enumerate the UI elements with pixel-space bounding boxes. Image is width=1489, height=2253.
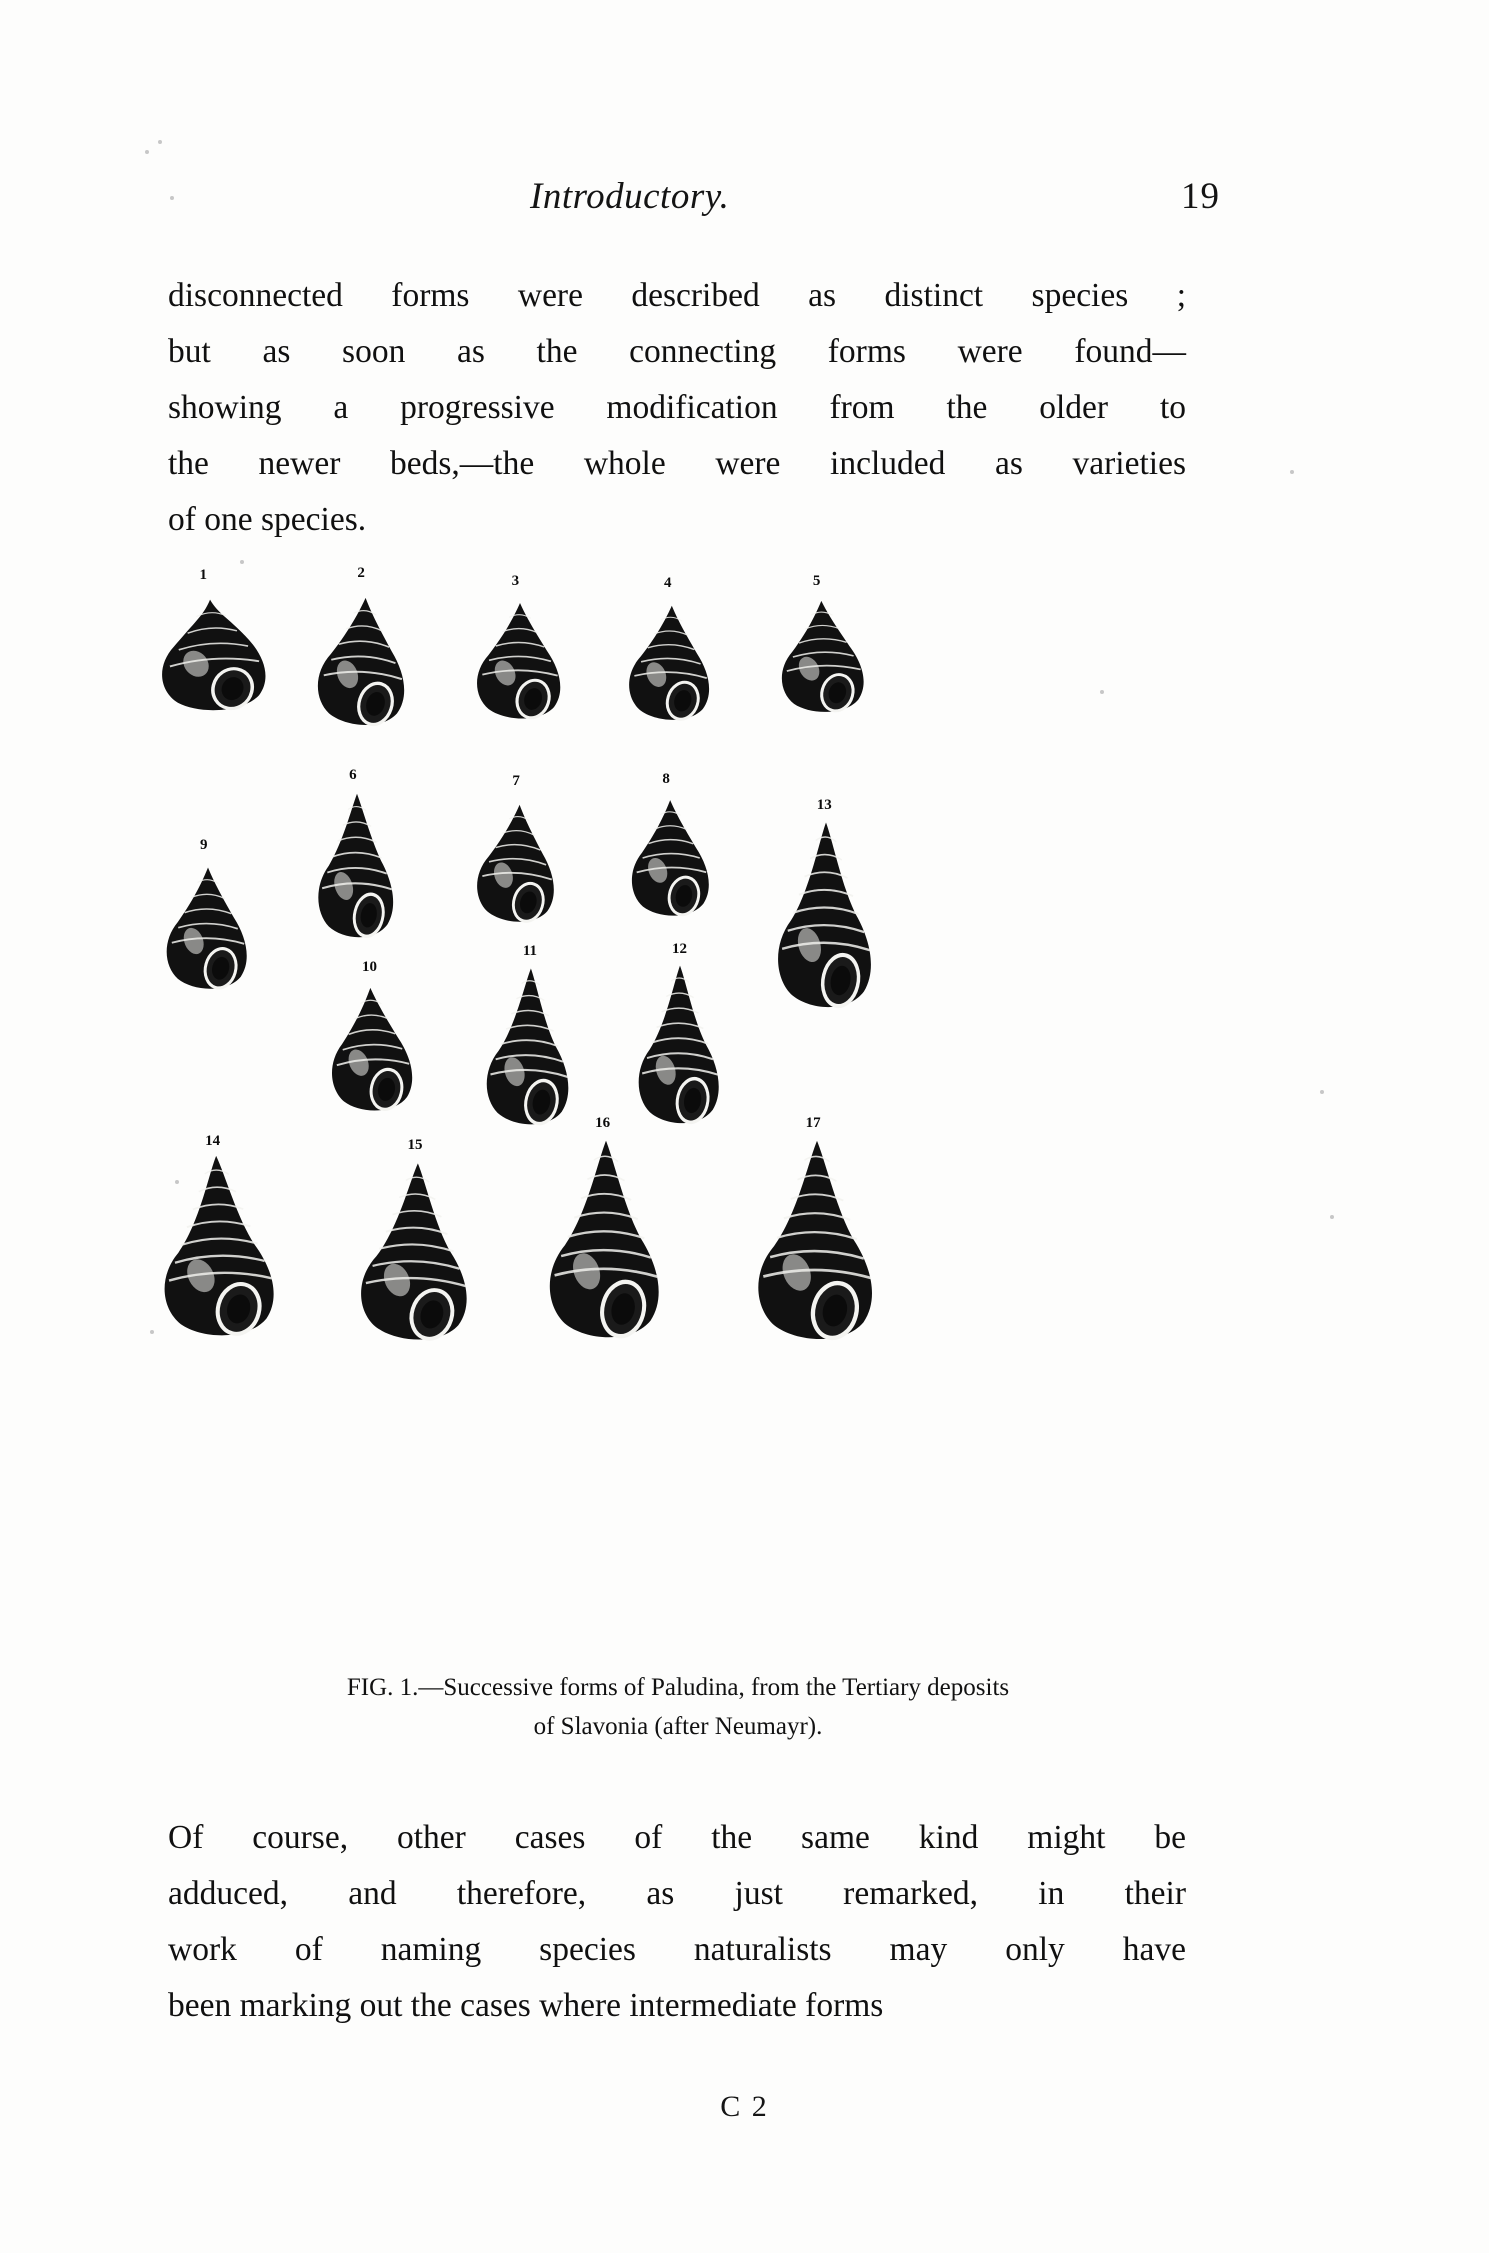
signature-mark: C 2 [720, 2090, 769, 2123]
text-line: Of course, other cases of the same kind might be [168, 1819, 1186, 1856]
paragraph-top [168, 268, 1186, 548]
text-line: disconnected forms were described as distinct species ; [168, 277, 1186, 314]
specimen-number-label: 16 [595, 1115, 611, 1131]
specimen-number-label: 10 [362, 959, 377, 975]
figure-caption-label: FIG. 1.— [346, 1674, 444, 1701]
figure-caption [168, 1668, 1188, 1746]
scan-speckle [1100, 690, 1104, 694]
specimen-17 [746, 1115, 888, 1369]
specimen-number-label: 13 [816, 797, 832, 813]
running-head [160, 175, 1220, 225]
text-line: adduced, and therefore, as just remarked, in their [168, 1875, 1186, 1912]
scan-speckle [1320, 1090, 1324, 1094]
specimen-number-label: 3 [511, 573, 520, 589]
specimen-number-label: 14 [205, 1133, 221, 1149]
specimen-16 [538, 1115, 674, 1367]
specimen-number-label: 6 [349, 767, 357, 783]
scan-speckle [150, 1330, 154, 1334]
scan-speckle [145, 150, 149, 154]
specimen-number-label: 1 [199, 567, 208, 583]
text-line: showing a progressive modification from the older to [168, 389, 1186, 426]
figure-caption-line2: of Slavonia (after Neumayr). [533, 1713, 823, 1740]
figure-paludina-plate [130, 565, 1230, 1670]
specimen-15 [352, 1137, 484, 1365]
scan-speckle [175, 1180, 179, 1184]
scan-speckle [1290, 470, 1294, 474]
text-line: work of naming species naturalists may only have [168, 1931, 1186, 1968]
running-head-title: Introductory. [530, 176, 730, 217]
specimen-2 [312, 565, 420, 761]
specimen-number-label: 11 [522, 943, 538, 959]
specimen-14 [148, 1133, 284, 1365]
scan-speckle [170, 196, 174, 200]
specimen-number-label: 7 [512, 773, 520, 789]
specimen-12 [630, 941, 730, 1147]
scan-speckle [240, 560, 244, 564]
specimen-13 [768, 797, 884, 1035]
specimen-11 [480, 943, 582, 1147]
specimen-8 [622, 771, 718, 951]
specimen-number-label: 9 [200, 837, 208, 853]
specimen-number-label: 15 [407, 1137, 423, 1153]
text-line: of one species. [168, 501, 367, 538]
specimen-9 [158, 837, 258, 1025]
scan-speckle [1330, 1215, 1334, 1219]
specimen-number-label: 8 [662, 771, 670, 787]
specimen-6 [308, 767, 406, 967]
page-number: 19 [1181, 176, 1220, 217]
figure-caption-text: Successive forms of Paludina, from the Tertiary deposits [443, 1674, 1010, 1701]
specimen-number-label: 2 [357, 565, 365, 581]
text-line: but as soon as the connecting forms were found— [168, 333, 1186, 370]
text-line: the newer beds,—the whole were included as varieties [168, 445, 1186, 482]
specimen-number-label: 4 [664, 575, 672, 591]
specimen-3 [468, 573, 572, 753]
specimen-number-label: 17 [805, 1115, 821, 1131]
specimen-4 [622, 575, 722, 753]
paragraph-bottom [168, 1810, 1186, 2034]
specimen-7 [472, 773, 568, 955]
text-line: been marking out the cases where intermediate forms [168, 1987, 884, 2024]
scan-speckle [158, 140, 162, 144]
specimen-5 [770, 573, 872, 747]
specimen-1 [150, 567, 268, 755]
specimen-number-label: 12 [672, 941, 687, 957]
specimen-number-label: 5 [812, 573, 821, 589]
specimen-10 [320, 959, 420, 1149]
